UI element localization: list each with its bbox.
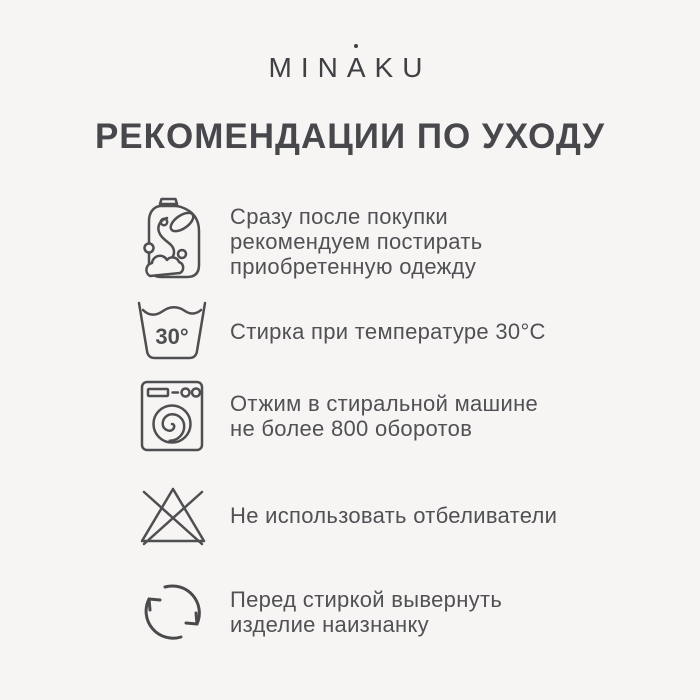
page-title: РЕКОМЕНДАЦИИ ПО УХОДУ xyxy=(94,117,606,156)
no-bleach-icon xyxy=(137,482,209,553)
washing-machine-icon xyxy=(140,380,204,457)
wash-temp-label: 30° xyxy=(155,324,189,349)
turn-inside-out-icon xyxy=(139,578,207,651)
care-text-line: Стирка при температуре 30°С xyxy=(230,318,546,344)
logo-a-dot xyxy=(354,44,358,48)
care-item-turn-inside-out xyxy=(0,578,700,646)
logo-letter-a xyxy=(347,52,375,84)
care-item-wash-after-purchase xyxy=(0,196,700,286)
wash-30-degrees-icon xyxy=(136,300,208,367)
care-text-line: не более 800 оборотов xyxy=(230,416,473,441)
care-item-wash-temperature xyxy=(0,299,700,363)
care-text-line: Сразу после покупки xyxy=(230,203,448,229)
care-item-spin-limit xyxy=(0,379,700,453)
care-text-line: рекомендуем постирать xyxy=(230,228,483,254)
care-text-line: Перед стиркой вывернуть xyxy=(230,587,503,612)
logo-text-right: KU xyxy=(374,52,432,83)
logo-text-left: MIN xyxy=(268,52,347,83)
care-text-line: Отжим в стиральной машине xyxy=(230,391,539,416)
care-text-line: Не использовать отбеливатели xyxy=(230,502,558,528)
care-text-line: изделие наизнанку xyxy=(230,612,429,637)
logo-letter-a-glyph: A xyxy=(346,52,375,83)
care-item-no-bleach xyxy=(0,482,700,548)
brand-logo xyxy=(0,52,700,84)
care-text-line: приобретенную одежду xyxy=(230,253,477,279)
detergent-bottle-icon xyxy=(141,197,205,286)
